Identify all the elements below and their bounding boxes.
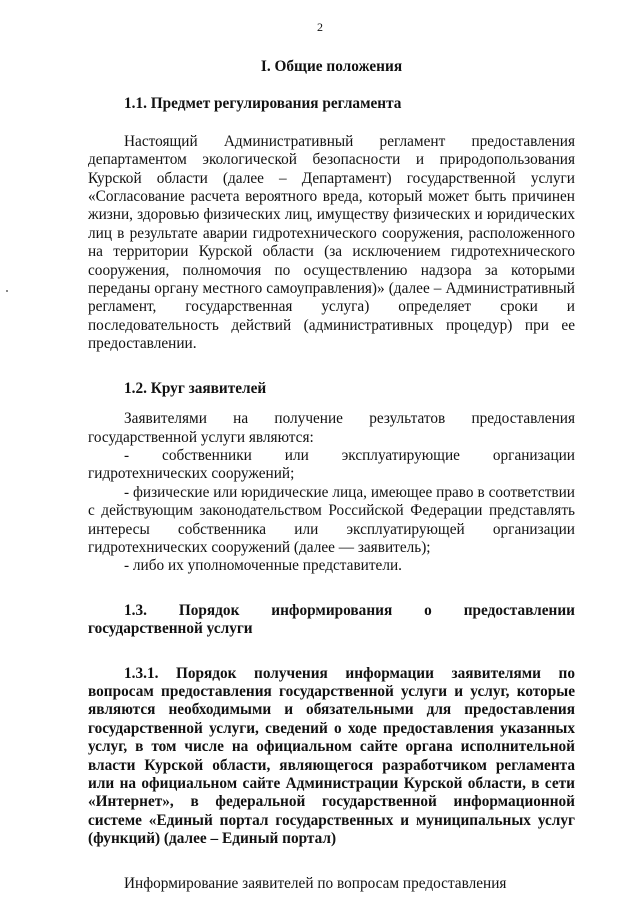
subsection-title-1-1: 1.1. Предмет регулирования регламента — [124, 95, 402, 113]
section-title: I. Общие положения — [260, 58, 403, 75]
margin-mark — [6, 290, 8, 292]
subsection-title-1-3-1: 1.3.1. Порядок получения информации заявителями по вопросам предоставления государственной услуги и услуг, которые являются необходимыми и обязательными для предоставления государственной услуги, сведений о ходе предоставления указанных услуг, в том числе на официальном сайте органа исполнительной власти Курской области, являющегося разработчиком регламента или на официальном сайте Администрации Курской области, в сети «Интернет», в федеральной государственной информационной системе «Единый портал государственных и муниципальных услуг (функций) (далее – Единый портал) — [88, 664, 575, 848]
paragraph-subject: Настоящий Административный регламент предоставления департаментом экологической безопасности и природопользования Курской области (далее – Департамент) государственной услуги «Согласование расчета вероятного вреда, который может быть причинен жизни, здоровью физических лиц, имуществу физических и юридических лиц в результате аварии гидротехнического сооружения, расположенного на территории Курской области (за исключением гидротехнического сооружения, полномочия по осуществлению надзора за которыми переданы органу местного самоуправления)» (далее – Административный регламент, государственная услуга) определяет сроки и последовательность действий (административных процедур) при ее предоставлении. — [88, 132, 575, 353]
subsection-title-1-3: 1.3. Порядок информирования о предоставлении государственной услуги — [88, 601, 575, 638]
page-number: 2 — [317, 20, 323, 34]
paragraph-informing: Информирование заявителей по вопросам предоставления — [124, 874, 507, 892]
subsection-title-1-2: 1.2. Круг заявителей — [124, 379, 267, 397]
document-body — [88, 58, 575, 893]
applicant-item-2: - физические или юридические лица, имеющее право в соответствии с действующим законодательством Российской Федерации представлять интересы собственника или эксплуатирующей организации гидротехнических сооружений (далее — заявитель); — [88, 483, 575, 556]
applicant-item-1: - собственники или эксплуатирующие организации гидротехнических сооружений; — [88, 446, 575, 483]
applicant-item-3: - либо их уполномоченные представители. — [124, 557, 402, 575]
paragraph-applicants-intro: Заявителями на получение результатов предоставления государственной услуги являются: — [88, 410, 575, 446]
